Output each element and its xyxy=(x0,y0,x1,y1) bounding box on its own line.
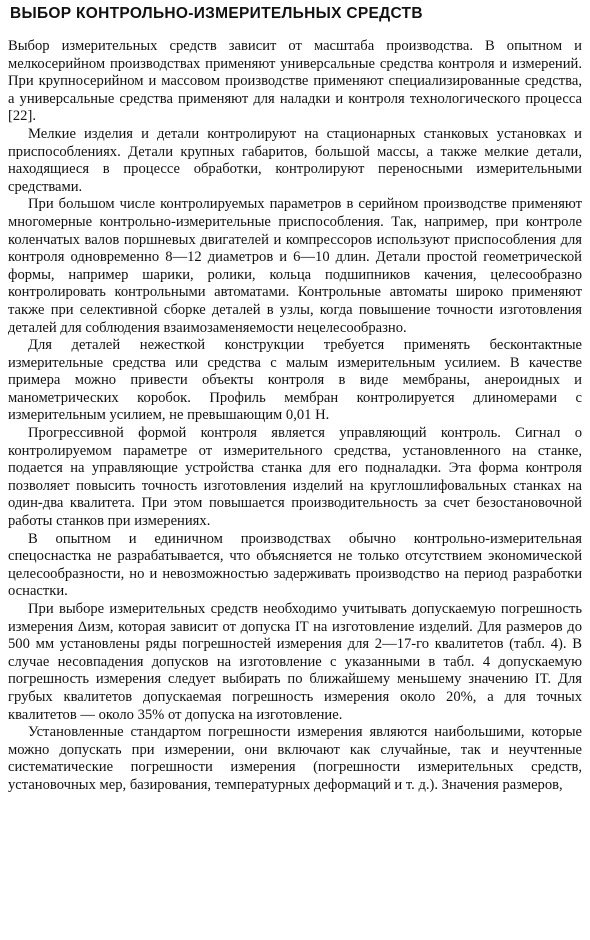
paragraph: Для деталей нежесткой конструкции требуется применять бесконтактные измерительные средства или средства с малым измерительным усилием. В качестве примера можно привести объекты контроля в виде мембраны, анероидных и манометрических коробок. Профиль мембран контролируется длиномерами с измерительным усилием, не превышающим 0,01 Н. xyxy=(8,337,582,424)
paragraph: Мелкие изделия и детали контролируют на стационарных станковых установках и приспособлениях. Детали крупных габаритов, большой массы, а также мелкие детали, находящиеся в процессе обработки, контролируют переносными измерительными средствами. xyxy=(8,125,582,195)
paragraph: В опытном и единичном производствах обычно контрольно-измерительная спецоснастка не разрабатывается, что объясняется не только отсутствием экономической целесообразности, но и невозможностью задерживать производство на период разработки оснастки. xyxy=(8,530,582,600)
paragraph: Выбор измерительных средств зависит от масштаба производства. В опытном и мелкосерийном производствах применяют универсальные средства контроля и измерений. При крупносерийном и массовом производстве применяют специализированные средства, а универсальные средства применяют для наладки и контроля технологического процесса [22]. xyxy=(8,38,582,125)
paragraph: Установленные стандартом погрешности измерения являются наибольшими, которые можно допускать при измерении, они включают как случайные, так и неучтенные систематические погрешности измерения (погрешности измерительных средств, установочных мер, базирования, температурных деформаций и т. д.). Значения размеров, xyxy=(8,724,582,793)
paragraph: При большом числе контролируемых параметров в серийном производстве применяют многомерные контрольно-измерительные приспособления. Так, например, при контроле коленчатых валов поршневых двигателей и компрессоров используют приспособления для контроля одновременно 8—12 диаметров и 6—10 длин. Детали простой геометрической формы, например шарики, ролики, кольца подшипников качения, целесообразно контролировать контрольными автоматами. Контрольные автоматы широко применяют также при селективной сборке деталей в узлы, когда повышение точности изготовления деталей для соблюдения взаимозаменяемости нецелесообразно. xyxy=(8,196,582,336)
paragraph: При выборе измерительных средств необходимо учитывать допускаемую погрешность измерения Δизм, которая зависит от допуска IT на изготовление изделий. Для размеров до 500 мм установлены ряды погрешностей измерения для 2—17-го квалитетов (табл. 4). В случае несовпадения допусков на изготовление с указанными в табл. 4 допускаемую погрешность измерения следует выбирать по ближайшему меньшему значению IT. Для грубых квалитетов допускаемая погрешность измерения около 20%, а для точных квалитетов — около 35% от допуска на изготовление. xyxy=(8,601,582,723)
section-title: ВЫБОР КОНТРОЛЬНО-ИЗМЕРИТЕЛЬНЫХ СРЕДСТВ xyxy=(10,5,423,22)
paragraph: Прогрессивной формой контроля является управляющий контроль. Сигнал о контролируемом параметре от измерительного средства, установленного на станке, подается на управляющие устройства станка для его подналадки. Эта форма контроля позволяет повысить точность изготовления изделий на круглошлифовальных станках на один-два квалитета. При этом повышается производительность за счет безостановочной работы станков при измерениях. xyxy=(8,425,582,530)
document-body xyxy=(8,38,582,795)
